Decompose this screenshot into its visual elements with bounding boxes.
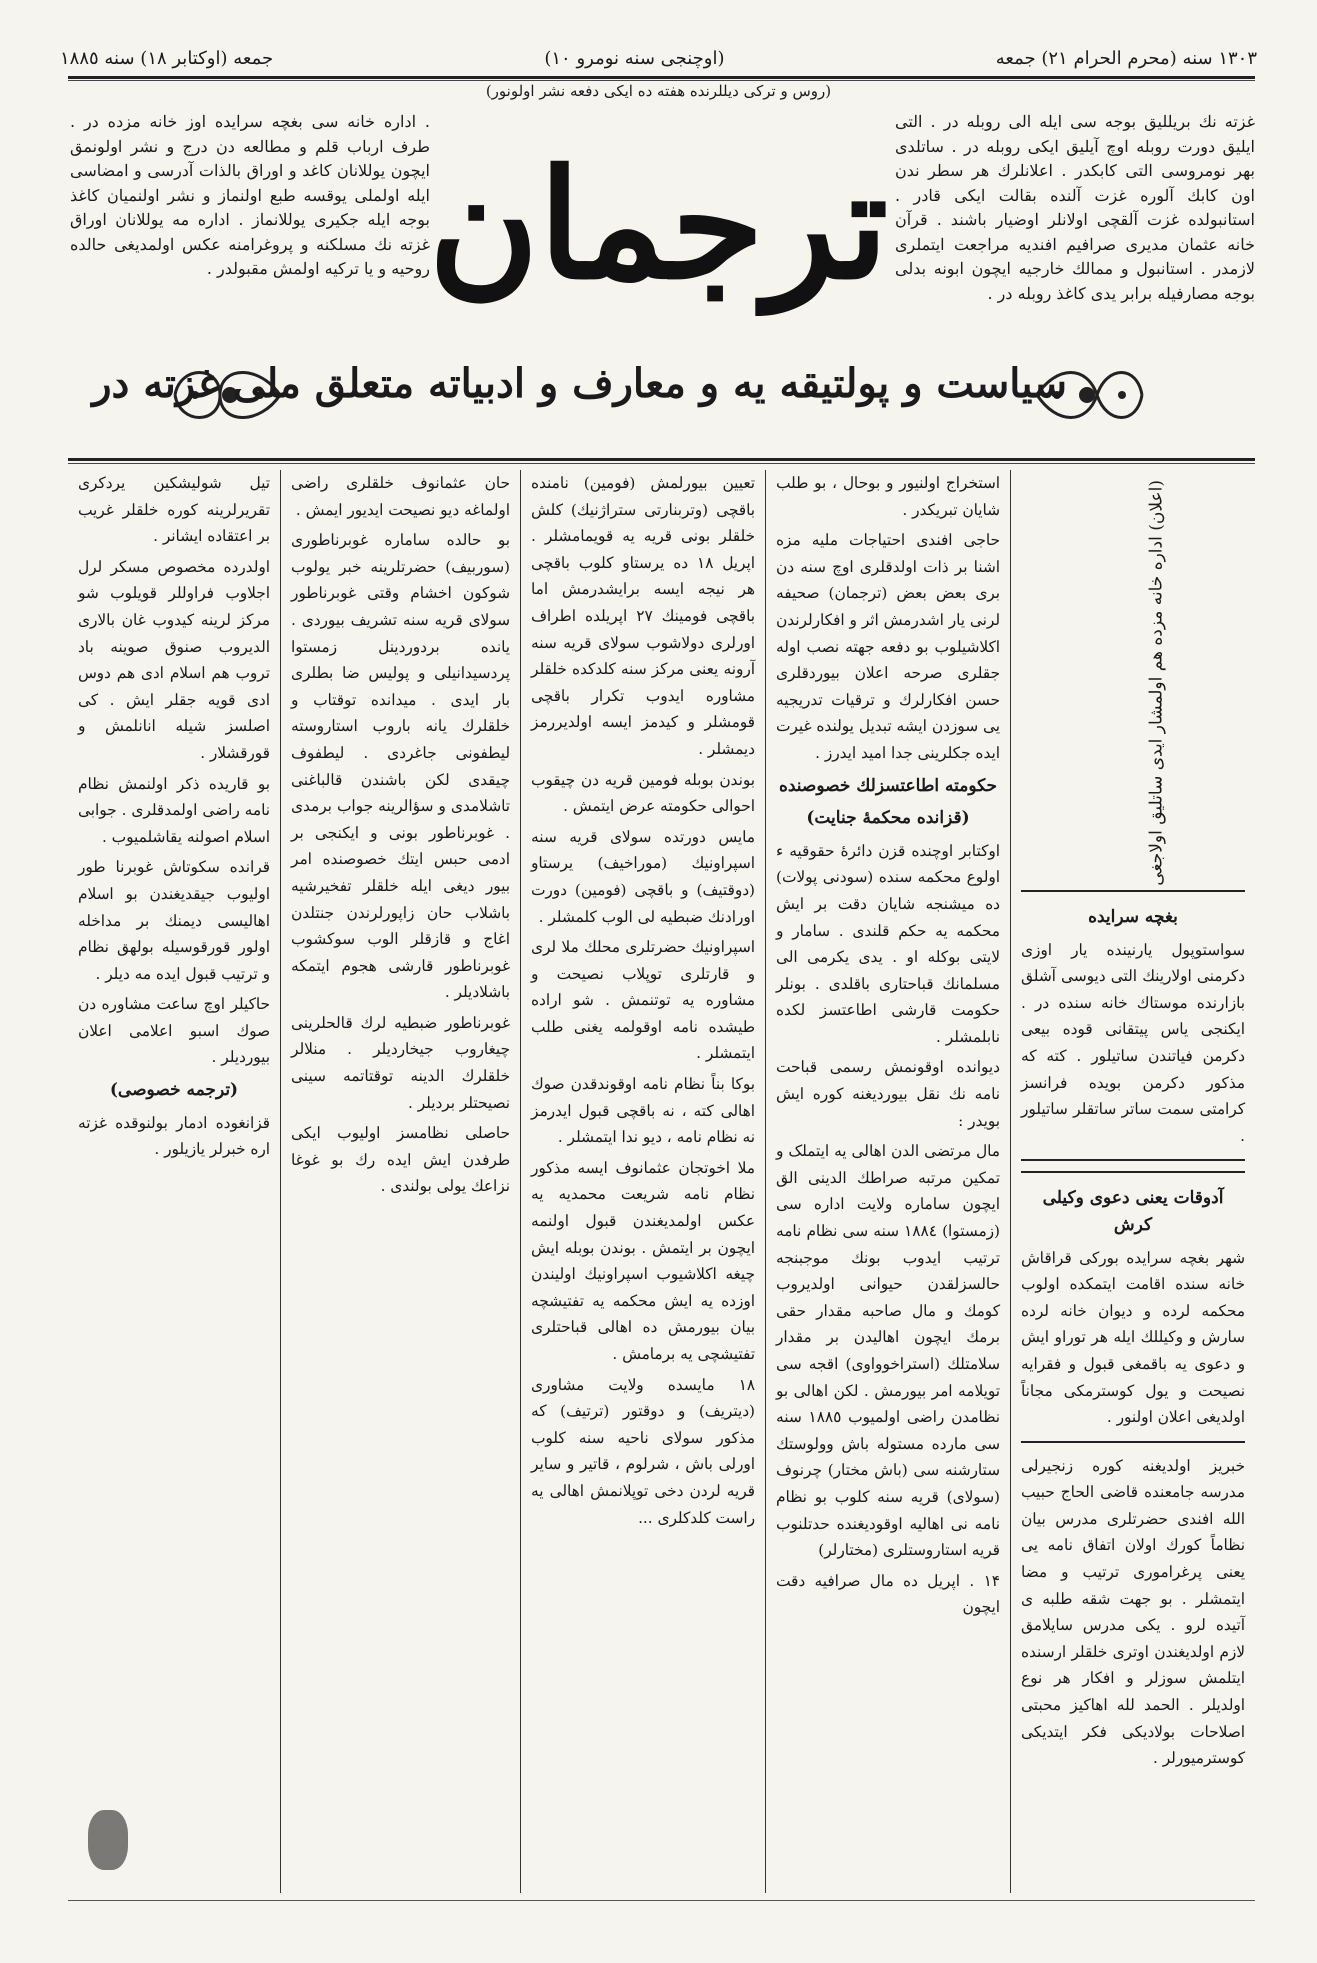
notices-column bbox=[1010, 470, 1255, 1893]
paragraph: ۱۴ . اپریل ده مال صرافیه دقت ایچون bbox=[776, 1571, 1000, 1617]
paragraph: قزانغوده ادمار بولنوقده غزته اره خبرلر یازیلور . bbox=[78, 1113, 270, 1159]
paragraph: حاصلی نظامسز اولیوب ایکی طرفدن ایش ایده رك بو غوغا نزاعك یولی بولندی . bbox=[291, 1124, 510, 1196]
column-3 bbox=[280, 470, 520, 1893]
paragraph: اسپراونیك حضرتلری محلك ملا لری و قارتلری توپلاب نصیحت و مشاوره یه توتنمش . شو اراده طیشده نامه اوقولمه یغنی طلب ایتمشلر . bbox=[531, 938, 755, 1063]
date-left: جمعه (اوكتابر ١٨) سنه ١٨٨٥ bbox=[60, 47, 274, 69]
paragraph: استخراج اولنیور و بوحال ، بو طلب شایان تبریکدر . bbox=[776, 474, 1000, 519]
paragraph: بوندن بوبله فومین قریه دن چیقوب احوالی حکومته عرض ایتمش . bbox=[531, 770, 755, 816]
article-columns bbox=[68, 470, 1255, 1893]
issue-number: (اوچنجی سنه نومرو ١٠) bbox=[544, 47, 725, 69]
notice-mill-sale bbox=[1021, 890, 1245, 1161]
column-2 bbox=[520, 470, 765, 1893]
section-subheading: (ترجمه خصوصی) bbox=[109, 1080, 239, 1101]
paragraph: حان عثمانوف خلقلری راضی اولماغه دیو نصیحت ایدیور ایمش . bbox=[291, 474, 510, 519]
paragraph: تعیین بیورلمش (فومین) نامنده باقچی (وتربنارتی ستراژنیك) کلش خلقلر بونی قریه یه قویمامشلر . اپریل ١٨ ده یرستاو کلوب باقچی هر نیجه ایسه برایشدرمش اما باقچی فومینك ٢٧ اپریلده اطراف اورلری دولاشوب سولای قریه سنه آرونه یعنی مرکز سنه کلدکده خلقلر مشاوره ایدوب تکرار باقچی قومشلر و کیدمز ایسه اولدیررمز دیمشلر . bbox=[531, 474, 755, 758]
dateline bbox=[60, 40, 1257, 76]
subscription-notice: غزته نك بریللیق بوجه سی ایله الی روبله در . التی ایلیق دورت روبله اوچ آیلیق ایکی روبله در . ساتلدی بهر نومروسی التی کابکدر . اعلانلرك هر سطر ندن اون کابك آلوره غزت آلنده بقالت ایکی قادر . استانبولده غزت آلقچی اولانلر اوضیار باشند . قرآن خانه عثمان مدیری صرافیم افندیه مراجعت ایتملری لازمدر . استانبول و ممالك خارجیه ایچون ابونه بدلی بوجه مصارفیله برابر یدی کاغذ روبله در . bbox=[895, 112, 1255, 303]
masthead-bottom-rule-thin bbox=[68, 463, 1255, 464]
top-rule bbox=[68, 76, 1255, 79]
paragraph: مایس دورتده سولای قریه سنه اسپراونیك (موراخیف) یرستاو (دوقتیف) و باقچی (فومین) دورت اورادنك ضبطیه لی الوب کلمشلر . bbox=[531, 827, 755, 926]
notice-text: خبریز اولدیغنه کوره زنجیرلی مدرسه جامعنده قاضی الحاج حبیب الله افندی حضرتلری مدرس بیان نظاماً کورك اولان اتفاق نامه یی یعنی پرغراموری ترتیب و مضا ایتمشلر . بو جهت شقه طلبه ی آتیده لرو . یکی مدرس سایلامق لازم اولدیغندن اوتری خلقلر ارسنده ایتلمش سوزلر و افکار هر نوع اولدیلر . الحمد لله اهاکیز محبتی اصلاحات بولادیکی فکر ایتدیکی کوسترمیورلر . bbox=[1021, 1456, 1245, 1768]
paragraph: قرانده سکوتاش غوبرنا طور اولیوب جیقدیغندن بو اسلام اهالیسی دیمنك بر مداخله اولور قورقوسیله بولهق نظام و ترتیب قبول ایده مه دیلر . bbox=[78, 858, 270, 983]
paragraph: دیوانده اوقونمش رسمی قباحت نامه نك نقل بیوردیغنه کوره ایش بویدر : bbox=[776, 1058, 1000, 1130]
paragraph: حاجی افندی احتیاجات ملیه مزه اشنا بر ذات اولدقلری اوچ سنه دن بری بعض بعض (ترجمان) صحیفه لرنی یار اشدرمش اثر و افکارلرندن اکلاشیلوب بو دفعه جهته نصب اوله جقلری صرحه اعلان بیوردقلری حسن افکارلرك و ترقیات تدریجیه یی سوزدن ایشه تبدیل یولنده غیرت ایده جکلرینی جدا امید ایدرز . bbox=[776, 531, 1000, 762]
paragraph: بو حالده ساماره غوبرناطوری (سوربیف) حضرتلرینه خبر یولوب شوکون اخشام وقتی غوبرناطور سولای قریه سنه تشریف بیوردی . یانده بردوردینل زمستوا پردسیدانیلی و پولیس ضا بطلری بار ایدی . میدانده توقتاب و خلقلرك یانه باروب استاروسته لیطفونی جاغردی . لیطفوف چیقدی لکن باشندن قالباغنی تاشلامدی و سؤالرینه جواب برمدی . غوبرناطور بونی و ایکنجی بر ادمی حبس ایتك خصوصنده امر بیور دیغی ایله خلقلر تفخیرشیه باشلاب حان زاپورلرندن جنتلدن اغاج و قازقلر الوب سوکشوب غوبرناطور قارشی هجوم ایتمکه باشلادیلر . bbox=[291, 531, 510, 1002]
notice-head: بغچه سرایده bbox=[1088, 907, 1178, 927]
paragraph: مال مرتضی الدن اهالی یه ایتملک و تمکین مرتبه صراطك الدینی الق ایچون ساماره ولایت اداره سی (زمستوا) ١٨٨٤ سنه سی نظام نامه ترتیب ایدوب بونك موجبنجه حالسزلقدن حیوانی اولدیروب کومك و مال صاحبه مقدار حقی برمك ایچون اهالیدن بر مقدار سلامتلك (استراخوواوی) اقجه سی تویلامه امر بیورمش . لکن اهالی بو نظامدن راضی اولمیوب ١٨٨٥ سنه سی مارده مستوله باش وولوستك ستارشنه سی (باش مختار) چرنوف (سولای) قریه سنه کلوب بو نظام نامه نی اهالیه اوقودیغنده حدتلنوب قریه استاروستلری (مختارلر) bbox=[776, 1142, 1000, 1560]
section-subheading: (قزانده محکمهٔ جنایت) bbox=[806, 808, 970, 829]
section-heading: حکومته اطاعتسزلك خصوصنده bbox=[778, 775, 998, 796]
paragraph: اوکتابر اوچنده قزن دائرهٔ حقوقیه ء اولوع محکمه سنده (سودنی پولات) ده میشنجه شایان دقت بر ایش محکمه یه حکم قلندی . سامار و لایتی بوکله او . یدی یکرمی الی مسلمانك قباحتاری باقلدی . بونلر حکومت قارشی اطاعتسز لکده نابلمشلر . bbox=[776, 841, 1000, 1046]
notice-advocate bbox=[1021, 1171, 1245, 1442]
paragraph: بو قاریده ذکر اولنمش نظام نامه راضی اولمدقلری . جوابی اسلام اصولنه یقاشلمیوب . bbox=[78, 774, 270, 846]
notice-head: آدوقات یعنی دعوی وکیلی کرش bbox=[1042, 1188, 1224, 1235]
masthead-title: ترجمان bbox=[428, 137, 889, 313]
paragraph: تیل شولیشکین یردکری تقریرلرینه کوره خلقلر غریب بر اعتقاده ایشانر . bbox=[78, 474, 270, 546]
top-rule-thin bbox=[68, 80, 1255, 81]
paragraph: بوکا بناً نظام نامه اوقوندقدن صوك اهالی کته ، نه باقچی قبول ایدرمز نه نظام نامه ، دیو ندا ایتمشلر . bbox=[531, 1075, 755, 1147]
ink-smudge bbox=[88, 1810, 128, 1870]
vertical-notice bbox=[1067, 480, 1247, 886]
paragraph: حاکیلر اوچ ساعت مشاوره دن صوك اسبو اعلامی اعلان بیوردیلر . bbox=[78, 995, 270, 1067]
column-4 bbox=[68, 470, 280, 1893]
paragraph: غوبرناطور ضبطیه لرك قالحلرینی چیغاروب جیخاردیلر . منلالر خلقلرك الدینه توقتاتمه سینی نصیحتلر بردیلر . bbox=[291, 1013, 510, 1112]
column-1 bbox=[765, 470, 1010, 1893]
notice-text: شهر بغچه سرایده بورکی قراقاش خانه سنده اقامت ایتمکده اولوب محکمه لرده و دیوان خانه لرده سارش و وکیللك ایله هر توراو ایش و دعوی یه باقمغی قبول و فقرایه نصیحت و یول کوسترمکی مجاناً اولدیغی اعلان اولنور . bbox=[1021, 1248, 1245, 1427]
masthead-motto: سیاست و پولتیقه یه و معارف و ادبیاته متعلق ملی غزته در bbox=[92, 360, 1067, 407]
notice-text: سواستوپول یارنینده یار اوزی دکرمنی اولارینك التی دیوسی آشلق بازارنده موستاك خانه سنده در . ایکنجی یاس پیتقانی قوده بیعی دکرمن فیاتندن ساتیلور . کته که مذکور دکرمن بویده فرانسز کرامتی سمت ساتر ساتقلر ساتیلور . bbox=[1021, 940, 1245, 1145]
paragraph: اولدرده مخصوص مسکر لرل اجلاوب فراوللر قویلوب شو مرکز لرینه کیدوب غان بالاری الدیروب صنوق صوینه باد تروب هم اسلام ادی هم دوس ادی قویه جقلر ایش . کی اصلسز شیله انانلمش و قورقشلار . bbox=[78, 557, 270, 762]
paragraph: ١٨ مایسده ولایت مشاوری (دیتریف) و دوقتور (ترتیف) که مذکور سولای ناحیه سنه کلوب اورلی باش ، شرلوم ، قاتیر و سایر قریه لردن دخی توپلانمش اهالی یه راست کلدکلری ... bbox=[531, 1375, 755, 1527]
vertical-notice-text: (اعلان) اداره خانه مزده هم اولمشار ایدی ساتلیق اولاجغی bbox=[1146, 480, 1167, 886]
bottom-rule bbox=[68, 1900, 1255, 1901]
editorial-notice: . اداره خانه سی بغچه سرایده اوز خانه مزده در . طرف ارباب قلم و مطالعه دن درج و نشر اولونمق ایچون یوللانان کاغد و اوراق بالذات آدرسی و امضاسی ایله اولملی یوقسه طبع اولنماز و نشر اولنمیان کاغذ بوجه ایله جکیری یوللانماز . اداره مه یوللانان اوراق غزته نك مسلکنه و پروغرامنه عکس اولمدیغی حالده روحیه و یا ترکیه اولمش مقبولدر . bbox=[70, 112, 430, 278]
masthead-bottom-rule bbox=[68, 458, 1255, 461]
notice-madrasa bbox=[1021, 1453, 1245, 1772]
publication-subtitle: (روس و ترکی دیللرنده هفته ده ایکی دفعه نشر اولونور) bbox=[485, 82, 832, 100]
paragraph: ملا اخوتجان عثمانوف ایسه مذکور نظام نامه شریعت محمدیه یه عکس اولمدیغندن قبول اولنمه ایچون بر ایتمش . بوندن بوبله ایش چیغه اکلاشیوب اسپراونیك اولیندن اوزده یه ایش محکمه یه تفتیشچه بیان بیورمش ده اهالی قباحتلری تفتیشچی یه برمامش . bbox=[531, 1158, 755, 1363]
date-right: ١٣٠٣ سنه (محرم الحرام ٢١) جمعه bbox=[995, 47, 1257, 69]
